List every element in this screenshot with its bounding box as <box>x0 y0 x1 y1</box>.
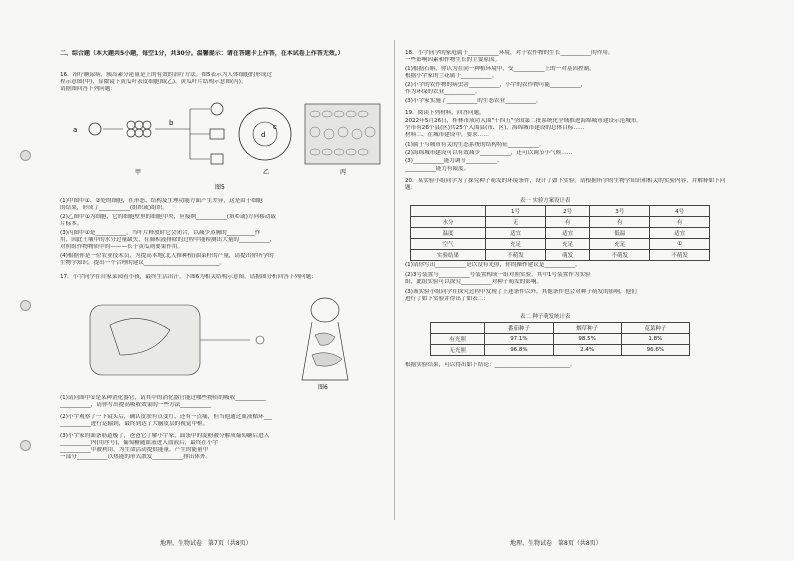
cell: 有 <box>545 217 590 228</box>
table-row <box>431 345 690 356</box>
label-jia: 甲 <box>135 169 142 176</box>
table-col: 3号 <box>590 206 650 217</box>
q16-line: 请据图回答下列问题： <box>60 86 116 92</box>
table-row <box>411 217 710 228</box>
table1-title: 表一 实验方案设计表 <box>520 198 571 204</box>
row-label: 有光照 <box>431 334 485 345</box>
q16-part: (4)根据你是一位农业技术员，为提高本地(北人推种植)油菜籽的产量，请提出你所学的 <box>60 253 274 259</box>
q20-part: (2)3号装置与___________号装置构成一组对照实验，其中1号装置作为实验 <box>405 272 591 278</box>
conclusion-line: 根据实验结果，可以得出如下结论：___________________________。 <box>405 362 576 368</box>
q19-line: 全市有26个县(区)共25个入围县(市、区)，海绵城市建设的总体目标…… <box>405 125 585 131</box>
cell: ① <box>650 239 710 250</box>
q16-part: (2)乙图中①为细胞，它的细胞壁里的细胞中央，应接纳___________(填©或)方向移动载 <box>60 214 276 220</box>
cell: 96.6% <box>621 345 689 356</box>
cell: 96.8% <box>485 345 553 356</box>
q18-line: 作为环保的农业___________。 <box>405 89 481 95</box>
page-divider <box>394 40 395 520</box>
cell: 不萌发 <box>590 250 650 261</box>
table-row <box>411 239 710 250</box>
q18-line: 一些影响因素和作物生长的主要原因。 <box>405 57 501 63</box>
cell: 1.8% <box>621 334 689 345</box>
table-row <box>411 206 710 217</box>
cell: 98.5% <box>553 334 621 345</box>
q17-part: 一部分___________以热能的形式散发___________排出体外。 <box>60 454 212 460</box>
table-row <box>411 228 710 239</box>
row-label: 空气 <box>411 239 486 250</box>
page-left <box>60 50 385 510</box>
footer-page-7: 地理、生物试卷 第7页（共8页） <box>160 540 252 547</box>
cell: 2.4% <box>553 345 621 356</box>
row-label: 实验结果 <box>411 250 486 261</box>
table-1 <box>410 205 710 261</box>
q19-line: (3)___________能力调节___________。 <box>405 158 503 164</box>
figure-5 <box>65 94 385 194</box>
cell: 有 <box>650 217 710 228</box>
q16-part: 对照组作物物质中的———长于黄瓜则要果作用。 <box>60 244 184 250</box>
figure-5-caption: 图5 <box>215 184 225 191</box>
binding-hole <box>20 150 31 161</box>
label-yi: 乙 <box>263 169 270 176</box>
cell: 适宜 <box>486 228 546 239</box>
q20-part: (3)该实验小组同学在探究过程中发现了上述条件以外，其他条件也会对种子萌发的影响，他们 <box>405 289 637 295</box>
label-a: a <box>73 126 78 134</box>
table-col: 2号 <box>545 206 590 217</box>
table-row <box>431 323 690 334</box>
q16-part: 用，因此土壤中的水分过量缺失，在肺积液排除的过程中能检测出大量的___________， <box>60 237 276 243</box>
q17-part: ___________，请你写出提高吸收效果的一些方法___________ <box>60 402 212 408</box>
q17-line: 17．小宇同学在自家菜园看小孩，最终生活出汗。下图6为相关结构示意图，请据图分析回答下列问题： <box>60 274 317 280</box>
q17-part: ___________内(用序号)，葡萄糖随血液进入血液后，最终在小宇 <box>60 440 219 446</box>
cell: 充足 <box>545 239 590 250</box>
page-right <box>405 50 730 510</box>
section-heading: 二、综合题（本大题共5小题，每空1分，共30分。温馨提示：请在答题卡上作答，在本试卷上作答无效。） <box>60 50 344 57</box>
cell: 充足 <box>486 239 546 250</box>
q16-part: 生物学知识，提出一个合理的建议___________________________。 <box>60 260 226 266</box>
table-col: 烟草种子 <box>553 323 621 334</box>
q17-part: ___________中被利用，为生命活动提供能量。产生的能量中 <box>60 447 209 453</box>
q20-part: 组，此组实验可以探究___________对种子萌发的影响。 <box>405 279 543 285</box>
binding-hole <box>20 300 31 311</box>
q16-part: (1)甲图中①、②处的细胞，在形态、结构及生理功能方面产生差异，这是由于细胞 <box>60 198 263 204</box>
q20-part: 进行了如下实验并得出了如表二： <box>405 296 489 302</box>
table-row <box>411 250 710 261</box>
q16-line: 16．治疗糖尿病，胰岛素分泌量是上的有效的治疗方法。图5表示为人体细胞的形成过 <box>60 72 273 78</box>
q17-part: (1)请问图中①是某种消化器官，请其中的消化器官能过哪些物质的吸收___________ <box>60 395 266 401</box>
q19-line: (1)属于与城市有关的生态系统的结构特征___________。 <box>405 142 545 148</box>
cell: 无 <box>486 217 546 228</box>
q18-line: 根据小宇家的兰花属于___________。 <box>405 73 498 79</box>
q20-intro: 20．某实验小组同学为了探究种子萌发的环境条件，设计了如下实验。请根据所学的生物学知识和相关的实验内容，并解释如下问题： <box>405 178 726 191</box>
figure-6 <box>80 285 370 390</box>
q17-part: ___________进行运输到，最终到达了大脑皮层的视觉中枢。 <box>60 421 209 427</box>
q18-line: (2)小宇的农作物的病虫害___________，小宇的农作物可能___________， <box>405 82 587 88</box>
q18-line: (1)根据石斛，你认为在同一种植环境中，受___________上的一对基因控制， <box>405 66 595 72</box>
cell: 低温 <box>590 228 650 239</box>
cell: 适宜 <box>545 228 590 239</box>
cell: 有 <box>590 217 650 228</box>
row-label: 无光照 <box>431 345 485 356</box>
q16-line: 程示意图(甲)，显微镜下黄瓜叶表皮细胞图(乙)、黄瓜叶片结构示意图(丙)。 <box>60 79 247 85</box>
cell: 适宜 <box>650 228 710 239</box>
q19-line: ___________能力有限度。 <box>405 166 470 172</box>
table-col: 苋菜种子 <box>621 323 689 334</box>
table-col: 1号 <box>486 206 546 217</box>
q18-line: 18．小宇同学的家庭属于___________环境，对于农作物的生长___________的作用。 <box>405 50 614 56</box>
cell: 充足 <box>590 239 650 250</box>
cell: 萌发 <box>545 250 590 261</box>
q19-line: (2)海绵城市建设可以有效减少___________，还可以调节小气候…… <box>405 150 573 156</box>
q19-line: 2022年5月26日，桂林市成功入围"十四五"全国第二批系统化全域推进海绵城市建设示范城市。 <box>405 118 643 124</box>
label-b: b <box>169 119 174 127</box>
q19-line: 19．阅读下列材料，回答问题。 <box>405 110 485 116</box>
q17-part: (3)小宇家的面条筋道极了，爸爸它了解小宇家，面条中的淀粉被分解成葡萄糖后进入 <box>60 433 270 439</box>
q17-part: (2)小宇观察了一下镜头后，确认皮肤有点变红，还有一点痛，但当他通过血液循环___ <box>60 414 273 420</box>
table-col: 4号 <box>650 206 710 217</box>
table-col: 番茄种子 <box>485 323 553 334</box>
table-col <box>431 323 485 334</box>
table2-title: 表二 种子萌发统计表 <box>520 314 571 320</box>
q19-line: 材料二、在城市建设中，要求…… <box>405 132 489 138</box>
q16-part: 片标本。 <box>60 221 83 227</box>
q16-part: 的结果，形成了___________(组织或)组织。 <box>60 205 168 211</box>
label-bing: 丙 <box>340 169 347 176</box>
footer-page-8: 地理、生物试卷 第8页（共8页） <box>510 540 602 547</box>
figure-6-caption: 图6 <box>318 384 328 390</box>
label-d: d <box>261 131 266 139</box>
row-label: 水分 <box>411 217 486 228</box>
cell: 97.1% <box>485 334 553 345</box>
q16-part: (3)丙图中①是___________，当叶片释放时它会闭合，以减少蒸腾的__________作 <box>60 230 261 236</box>
cell: 不萌发 <box>650 250 710 261</box>
row-label: 温度 <box>411 228 486 239</box>
table-2 <box>430 322 690 356</box>
label-c: c <box>273 123 277 131</box>
q18-line: (3)小宇家实施了___________的生态农业___________。 <box>405 98 542 104</box>
table-corner <box>411 206 486 217</box>
table-row <box>431 334 690 345</box>
cell: 不萌发 <box>486 250 546 261</box>
q20-part: (1)请你写出___________是以没有光照，你的操作建议是___________。 <box>405 262 581 268</box>
binding-hole <box>20 440 31 451</box>
